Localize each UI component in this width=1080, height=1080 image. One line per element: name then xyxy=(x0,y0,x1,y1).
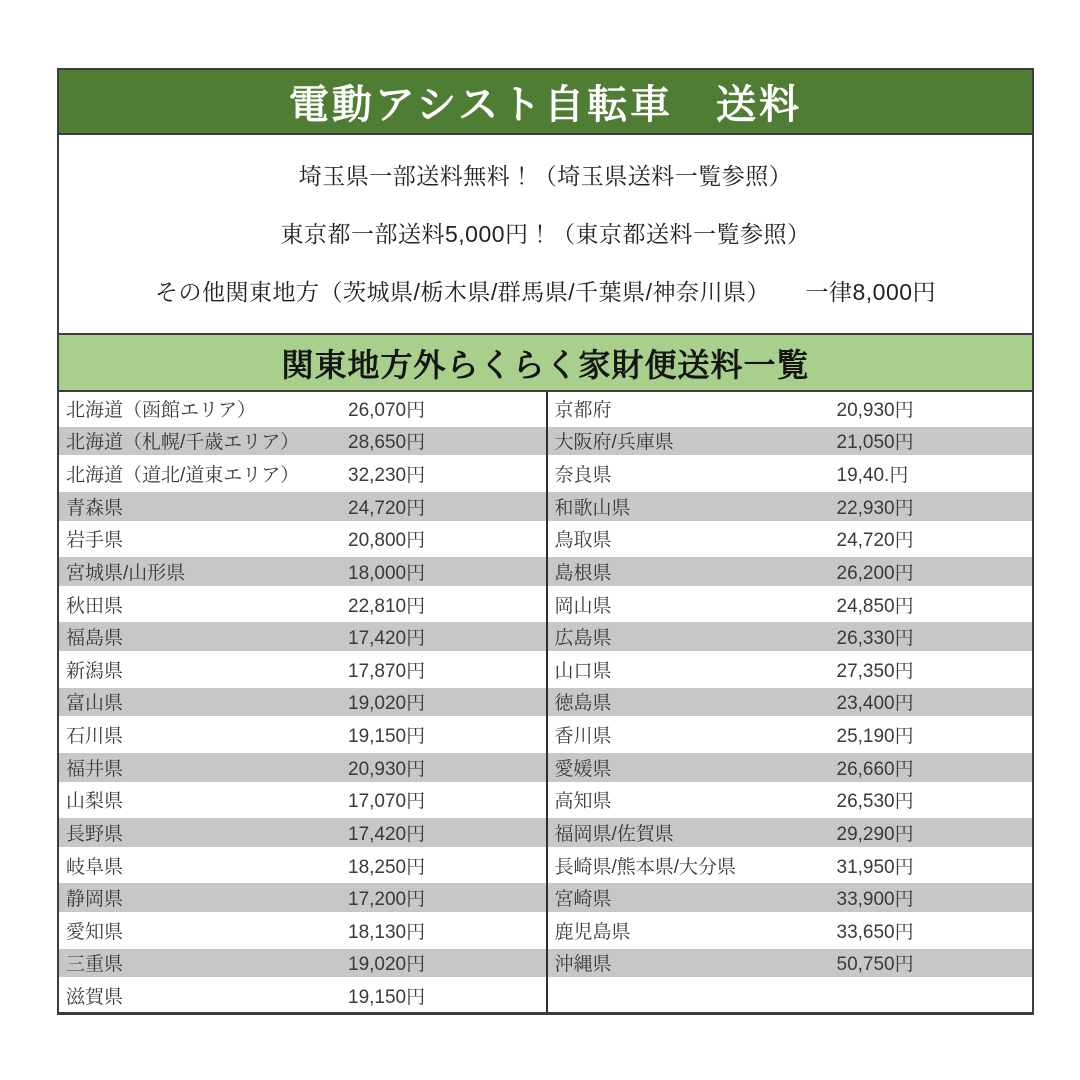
table-row xyxy=(59,979,546,1012)
table-column-left xyxy=(59,392,546,1012)
region-price: 21,050円 xyxy=(836,432,914,454)
region-price: 19,150円 xyxy=(348,726,426,748)
region-name: 北海道（道北/道東エリア） xyxy=(66,465,300,487)
main-title-banner xyxy=(59,70,1032,135)
region-name: 沖縄県 xyxy=(554,954,612,976)
region-name: 徳島県 xyxy=(554,693,612,715)
table-row xyxy=(59,849,546,882)
table-row xyxy=(548,914,1033,947)
region-price: 24,720円 xyxy=(348,497,426,519)
region-name: 福島県 xyxy=(66,628,124,650)
table-row xyxy=(59,620,546,653)
region-price: 26,660円 xyxy=(836,758,914,780)
region-price: 22,930円 xyxy=(836,497,914,519)
region-name: 北海道（函館エリア） xyxy=(66,399,257,421)
table-column-right xyxy=(546,392,1033,1012)
region-name: 鳥取県 xyxy=(554,530,612,552)
table-row xyxy=(59,490,546,523)
region-name: 島根県 xyxy=(554,562,612,584)
region-name: 愛知県 xyxy=(66,921,124,943)
region-price: 28,650円 xyxy=(348,432,426,454)
region-price: 33,650円 xyxy=(836,921,914,943)
region-name: 奈良県 xyxy=(554,465,612,487)
note-tokyo: 東京都一部送料5,000円！（東京都送料一覧参照） xyxy=(280,220,811,247)
table-row xyxy=(548,653,1033,686)
region-name: 静岡県 xyxy=(66,889,124,911)
region-name: 高知県 xyxy=(554,791,612,813)
region-price: 20,800円 xyxy=(348,530,426,552)
notes-section xyxy=(59,135,1032,333)
region-name: 香川県 xyxy=(554,726,612,748)
region-name: 青森県 xyxy=(66,497,124,519)
region-name: 秋田県 xyxy=(66,595,124,617)
table-row xyxy=(548,392,1033,425)
table-row xyxy=(548,686,1033,719)
page-title: 電動アシスト自転車 送料 xyxy=(288,83,803,127)
shipping-fee-table xyxy=(59,392,1032,1012)
region-price: 22,810円 xyxy=(348,595,426,617)
table-row xyxy=(59,947,546,980)
table-title-banner xyxy=(59,333,1032,392)
region-name: 新潟県 xyxy=(66,660,124,682)
table-row xyxy=(59,784,546,817)
region-price: 19,40.円 xyxy=(836,465,909,487)
region-name: 富山県 xyxy=(66,693,124,715)
table-row xyxy=(59,392,546,425)
region-price: 26,200円 xyxy=(836,562,914,584)
table-row xyxy=(59,751,546,784)
region-name: 石川県 xyxy=(66,726,124,748)
region-price: 19,150円 xyxy=(348,987,426,1009)
table-row xyxy=(548,523,1033,556)
table-row xyxy=(59,686,546,719)
region-price: 33,900円 xyxy=(836,889,914,911)
region-name: 三重県 xyxy=(66,954,124,976)
table-row xyxy=(548,588,1033,621)
region-price: 17,870円 xyxy=(348,660,426,682)
region-price: 17,420円 xyxy=(348,628,426,650)
region-price: 24,850円 xyxy=(836,595,914,617)
region-name: 大阪府/兵庫県 xyxy=(554,432,674,454)
region-name: 福岡県/佐賀県 xyxy=(554,823,674,845)
region-name: 北海道（札幌/千歳エリア） xyxy=(66,432,300,454)
region-name: 愛媛県 xyxy=(554,758,612,780)
region-price: 23,400円 xyxy=(836,693,914,715)
region-price: 18,130円 xyxy=(348,921,426,943)
table-row xyxy=(548,947,1033,980)
table-row xyxy=(548,555,1033,588)
region-name: 宮崎県 xyxy=(554,889,612,911)
region-name: 長野県 xyxy=(66,823,124,845)
region-name: 長崎県/熊本県/大分県 xyxy=(554,856,737,878)
region-name: 福井県 xyxy=(66,758,124,780)
table-row xyxy=(548,751,1033,784)
region-price: 18,250円 xyxy=(348,856,426,878)
region-name: 岡山県 xyxy=(554,595,612,617)
table-title: 関東地方外らくらく家財便送料一覧 xyxy=(281,346,810,383)
region-price: 18,000円 xyxy=(348,562,426,584)
region-price: 19,020円 xyxy=(348,954,426,976)
region-price: 27,350円 xyxy=(836,660,914,682)
table-row xyxy=(548,784,1033,817)
region-price: 29,290円 xyxy=(836,823,914,845)
region-price: 17,420円 xyxy=(348,823,426,845)
region-price: 26,530円 xyxy=(836,791,914,813)
table-row xyxy=(59,816,546,849)
note-saitama: 埼玉県一部送料無料！（埼玉県送料一覧参照） xyxy=(298,162,793,189)
table-row xyxy=(59,653,546,686)
table-row xyxy=(548,490,1033,523)
region-price: 32,230円 xyxy=(348,465,426,487)
table-row xyxy=(548,620,1033,653)
table-row xyxy=(59,425,546,458)
table-row xyxy=(548,425,1033,458)
table-row xyxy=(548,849,1033,882)
region-name: 広島県 xyxy=(554,628,612,650)
region-name: 鹿児島県 xyxy=(554,921,631,943)
region-price: 50,750円 xyxy=(836,954,914,976)
note-other-kanto: その他関東地方（茨城県/栃木県/群馬県/千葉県/神奈川県） 一律8,000円 xyxy=(154,278,937,305)
region-price: 26,330円 xyxy=(836,628,914,650)
region-price: 24,720円 xyxy=(836,530,914,552)
region-price: 25,190円 xyxy=(836,726,914,748)
region-price: 20,930円 xyxy=(836,399,914,421)
region-price: 26,070円 xyxy=(348,399,426,421)
region-price: 31,950円 xyxy=(836,856,914,878)
region-price: 17,070円 xyxy=(348,791,426,813)
region-price: 19,020円 xyxy=(348,693,426,715)
region-name: 宮城県/山形県 xyxy=(66,562,186,584)
table-row xyxy=(59,523,546,556)
table-row xyxy=(59,555,546,588)
region-price: 17,200円 xyxy=(348,889,426,911)
table-row xyxy=(548,718,1033,751)
region-name: 山梨県 xyxy=(66,791,124,813)
table-row xyxy=(59,588,546,621)
table-row xyxy=(59,914,546,947)
table-row xyxy=(59,718,546,751)
region-name: 山口県 xyxy=(554,660,612,682)
region-name: 岩手県 xyxy=(66,530,124,552)
shipping-info-panel xyxy=(57,68,1034,1015)
region-name: 滋賀県 xyxy=(66,987,124,1009)
region-name: 岐阜県 xyxy=(66,856,124,878)
region-name: 和歌山県 xyxy=(554,497,631,519)
table-row xyxy=(59,881,546,914)
table-row xyxy=(548,881,1033,914)
region-name: 京都府 xyxy=(554,399,612,421)
table-row xyxy=(548,457,1033,490)
region-price: 20,930円 xyxy=(348,758,426,780)
table-row xyxy=(548,816,1033,849)
table-row xyxy=(548,979,1033,1012)
table-row xyxy=(59,457,546,490)
